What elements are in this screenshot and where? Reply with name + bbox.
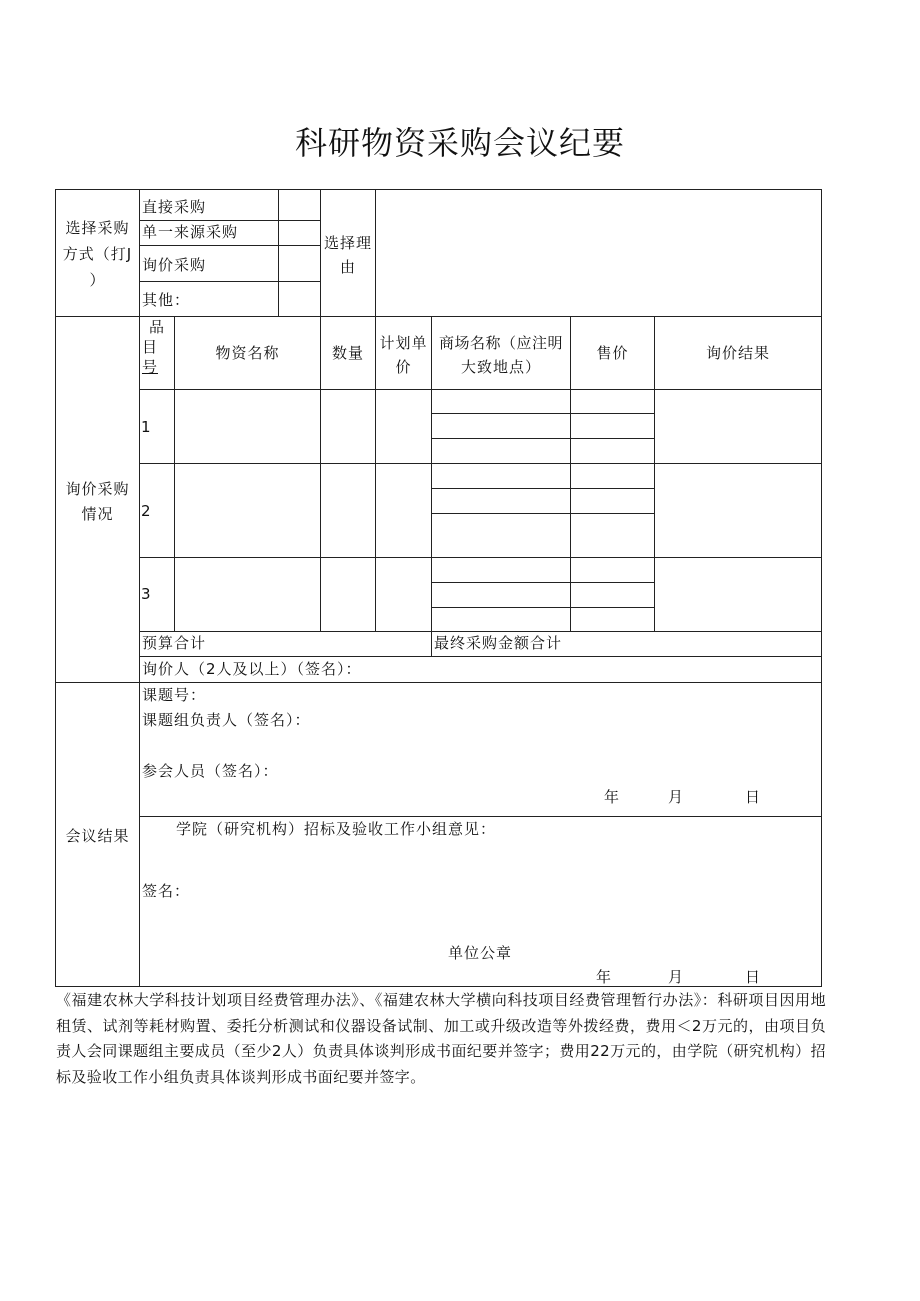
checkbox-other[interactable]	[279, 282, 320, 316]
meeting-label: 会议结果	[65, 827, 130, 845]
date-month: 月	[668, 968, 685, 986]
page-title: 科研物资采购会议纪要	[294, 124, 625, 162]
option-direct-purchase: 直接采购	[142, 198, 207, 216]
date-month: 月	[668, 788, 685, 806]
header-price: 售价	[596, 344, 629, 362]
header-store: 大致地点）	[460, 358, 541, 376]
option-single-source: 单一来源采购	[142, 223, 239, 241]
budget-total-label: 预算合计	[142, 634, 207, 652]
date-year: 年	[596, 968, 613, 986]
header-unit-price: 价	[395, 358, 412, 376]
date-year: 年	[604, 788, 621, 806]
unit-seal-label: 单位公章	[448, 944, 513, 962]
row-divider	[139, 816, 822, 817]
participants-label: 参会人员（签名）：	[142, 762, 279, 780]
header-divider	[139, 389, 822, 390]
method-label: ）	[89, 271, 106, 289]
final-total-field[interactable]	[580, 632, 821, 656]
header-item-no: 目	[141, 338, 158, 356]
method-label: 方式（打J	[62, 245, 133, 263]
sub-row-divider	[431, 488, 654, 489]
reason-label: 选择理	[323, 234, 372, 252]
reason-label: 由	[339, 258, 356, 276]
inquiry-label: 询价采购	[65, 480, 130, 498]
checkbox-inquiry-purchase[interactable]	[279, 246, 320, 281]
header-item-no: 品	[148, 318, 165, 336]
option-other: 其他：	[142, 291, 191, 309]
label-column-divider	[139, 189, 140, 987]
header-name: 物资名称	[215, 344, 280, 362]
date-day: 日	[745, 788, 762, 806]
inquirers-label: 询价人（2人及以上）（签名）：	[142, 660, 362, 678]
row-divider	[139, 463, 822, 464]
section-divider	[55, 682, 822, 683]
sub-row-divider	[431, 582, 654, 583]
option-inquiry-purchase: 询价采购	[142, 256, 207, 274]
footnote-regulations: 《福建农林大学科技计划项目经费管理办法》、《福建农林大学横向科技项目经费管理暂行办	[56, 991, 679, 1009]
budget-total-field[interactable]	[240, 632, 430, 656]
footnote	[56, 988, 826, 1090]
row-number: 2	[141, 502, 152, 520]
inquiry-label: 情况	[81, 505, 114, 523]
header-item-no: 号	[141, 358, 158, 376]
final-total-label: 最终采购金额合计	[434, 634, 563, 652]
sub-row-divider	[431, 513, 654, 514]
row-divider	[139, 656, 822, 657]
row-number: 3	[141, 585, 152, 603]
sub-row-divider	[431, 607, 654, 608]
leader-signature-label: 课题组负责人（签名）：	[142, 711, 311, 729]
reason-field[interactable]	[376, 190, 821, 316]
college-opinion-label: 学院（研究机构）招标及验收工作小组意见：	[176, 820, 497, 838]
date-day: 日	[745, 968, 762, 986]
method-label: 选择采购	[65, 219, 130, 237]
header-store: 商场名称（应注明	[438, 334, 563, 352]
header-quantity: 数量	[331, 344, 364, 362]
project-no-label: 课题号：	[142, 686, 207, 704]
sub-row-divider	[431, 413, 654, 414]
checkbox-direct-purchase[interactable]	[279, 190, 320, 220]
footnote-body: 法》：科研项目因用地租赁、试剂等耗材购置、委托分析测试和仪器设备试制、加工或升级改造等外拨经费，费用＜2万元的，由项目负责人会同课题组主要成员（至少2人）负责具体谈判形成书面纪要并签字；费用22万元的，由学院（研究机构）招标及验收工作小组负责具体谈判形成书面纪要并签字。	[56, 991, 826, 1086]
row-number: 1	[141, 418, 152, 436]
row-divider	[139, 557, 822, 558]
header-unit-price: 计划单	[379, 334, 428, 352]
checkbox-single-source[interactable]	[279, 221, 320, 245]
sub-row-divider	[431, 438, 654, 439]
header-result: 询价结果	[705, 344, 770, 362]
signature-label: 签名：	[142, 882, 191, 900]
